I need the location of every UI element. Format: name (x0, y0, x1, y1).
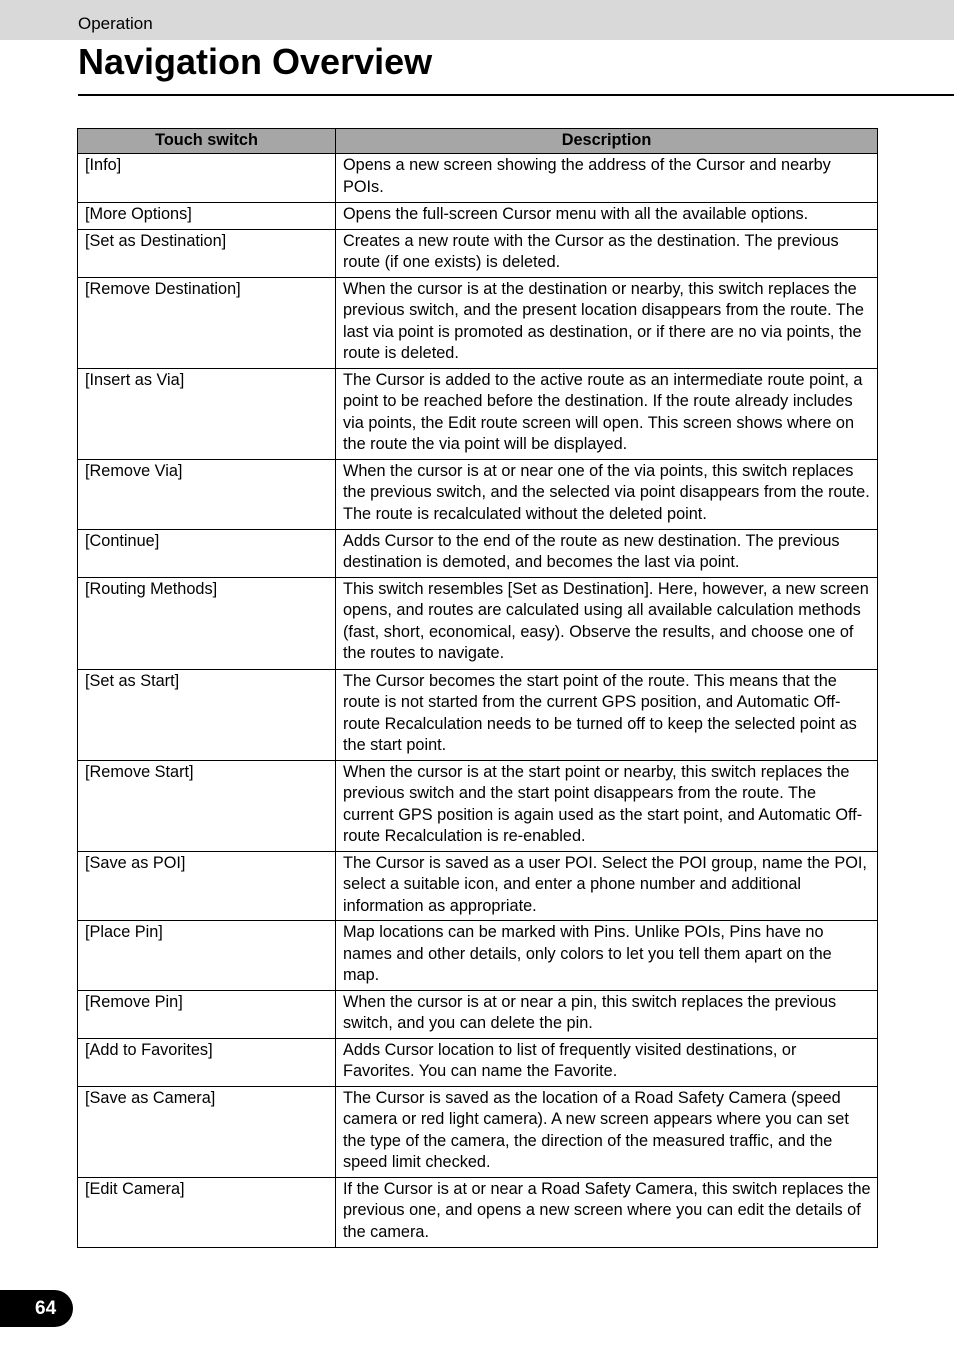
table-row (78, 229, 878, 277)
table-row (78, 760, 878, 851)
table-row (78, 577, 878, 669)
description-cell: The Cursor becomes the start point of the route. This means that the route is not started from the current GPS position, and Automatic Off-route Recalculation needs to be turned off to keep the selected point as the start point. (336, 669, 878, 760)
description-cell: When the cursor is at the destination or nearby, this switch replaces the previous switch, and the present location disappears from the route. The last via point is promoted as destination, or if there are no via points, the route is deleted. (336, 277, 878, 368)
description-cell: When the cursor is at or near one of the via points, this switch replaces the previous switch, and the selected via point disappears from the route. The route is recalculated without the deleted point. (336, 459, 878, 529)
touch-switch-cell: [Save as Camera] (78, 1086, 336, 1177)
table-row (78, 669, 878, 760)
table-row (78, 990, 878, 1038)
description-cell: Opens a new screen showing the address of the Cursor and nearby POIs. (336, 154, 878, 203)
page-number: 64 (0, 1290, 73, 1327)
column-header-description: Description (336, 129, 878, 154)
page-title: Navigation Overview (78, 41, 433, 82)
description-cell: Adds Cursor to the end of the route as new destination. The previous destination is demoted, and becomes the last via point. (336, 529, 878, 577)
description-cell: The Cursor is saved as the location of a Road Safety Camera (speed camera or red light camera). A new screen appears where you can set the type of the camera, the direction of the measured traffic, and the speed limit checked. (336, 1086, 878, 1177)
touch-switch-cell: [Insert as Via] (78, 368, 336, 459)
description-cell: Adds Cursor location to list of frequently visited destinations, or Favorites. You can name the Favorite. (336, 1038, 878, 1086)
touch-switch-cell: [Add to Favorites] (78, 1038, 336, 1086)
touch-switch-cell: [Save as POI] (78, 851, 336, 921)
touch-switch-cell: [Remove Start] (78, 760, 336, 851)
description-cell: The Cursor is saved as a user POI. Select the POI group, name the POI, select a suitable icon, and enter a phone number and additional information as appropriate. (336, 851, 878, 921)
touch-switch-cell: [Set as Destination] (78, 229, 336, 277)
touch-switch-cell: [Set as Start] (78, 669, 336, 760)
description-cell: Opens the full-screen Cursor menu with all the available options. (336, 203, 878, 230)
description-cell: Map locations can be marked with Pins. Unlike POIs, Pins have no names and other details, only colors to let you tell them apart on the map. (336, 921, 878, 991)
table-row (78, 1038, 878, 1086)
touch-switch-cell: [Remove Via] (78, 459, 336, 529)
description-cell: When the cursor is at the start point or nearby, this switch replaces the previous switch and the start point disappears from the route. The current GPS position is again used as the start point, and Automatic Off-route Recalculation is re-enabled. (336, 760, 878, 851)
table-body (78, 154, 878, 1248)
table-header-row (78, 129, 878, 154)
table-row (78, 277, 878, 368)
touch-switch-cell: [Place Pin] (78, 921, 336, 991)
section-label: Operation (78, 14, 153, 33)
table-row (78, 1177, 878, 1247)
description-cell: Creates a new route with the Cursor as the destination. The previous route (if one exists) is deleted. (336, 229, 878, 277)
touch-switch-cell: [Remove Destination] (78, 277, 336, 368)
table-row (78, 1086, 878, 1177)
table-row (78, 459, 878, 529)
table-row (78, 203, 878, 230)
table-row (78, 154, 878, 203)
touch-switch-table (77, 128, 878, 1248)
touch-switch-cell: [Remove Pin] (78, 990, 336, 1038)
table-row (78, 529, 878, 577)
touch-switch-cell: [Continue] (78, 529, 336, 577)
description-cell: The Cursor is added to the active route as an intermediate route point, a point to be reached before the destination. If the route already includes via points, the Edit route screen will open. This screen shows where on the route the via point will be displayed. (336, 368, 878, 459)
touch-switch-cell: [Edit Camera] (78, 1177, 336, 1247)
column-header-touch-switch: Touch switch (78, 129, 336, 154)
table-row (78, 368, 878, 459)
touch-switch-cell: [More Options] (78, 203, 336, 230)
description-cell: If the Cursor is at or near a Road Safety Camera, this switch replaces the previous one, and opens a new screen where you can edit the details of the camera. (336, 1177, 878, 1247)
table-row (78, 851, 878, 921)
title-divider (78, 94, 954, 96)
touch-switch-cell: [Info] (78, 154, 336, 203)
touch-switch-cell: [Routing Methods] (78, 577, 336, 669)
description-cell: This switch resembles [Set as Destination]. Here, however, a new screen opens, and routes are calculated using all available calculation methods (fast, short, economical, easy). Observe the results, and choose one of the routes to navigate. (336, 577, 878, 669)
table-row (78, 921, 878, 991)
description-cell: When the cursor is at or near a pin, this switch replaces the previous switch, and you can delete the pin. (336, 990, 878, 1038)
